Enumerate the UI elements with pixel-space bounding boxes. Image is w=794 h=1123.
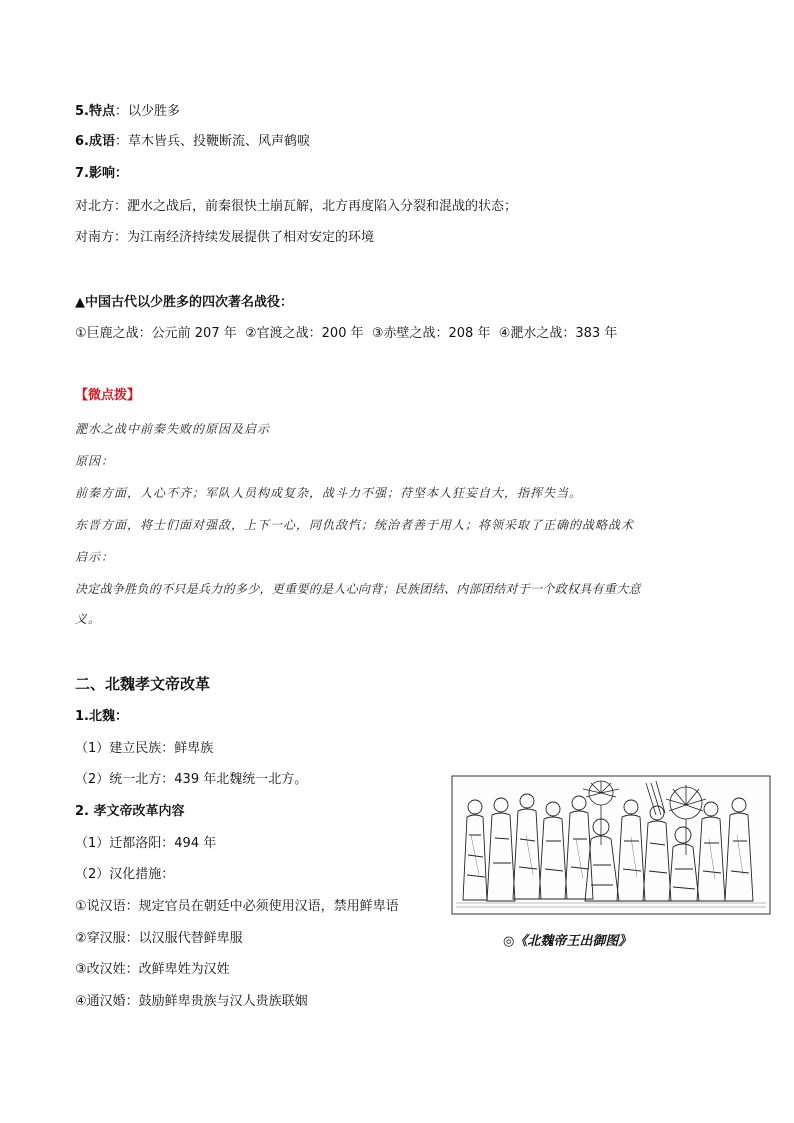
reform-move-capital: （1）迁都洛阳：494 年	[75, 836, 217, 851]
impact-label: 7.影响	[75, 166, 115, 181]
battles-heading: ▲中国古代以少胜多的四次著名战役：	[75, 295, 293, 310]
measure-2: ②穿汉服：以汉服代替鲜卑服	[75, 931, 243, 946]
beiwei-label: 1.北魏	[75, 709, 115, 724]
reform-sinicize: （2）汉化措施：	[75, 867, 175, 882]
idiom-text: ：草木皆兵、投鞭断流、风声鹤唳	[114, 134, 310, 149]
tip-reason-label: 原因：	[75, 454, 115, 468]
procession-illustration	[451, 775, 771, 915]
impact-south: 对南方：为江南经济持续发展提供了相对安定的环境	[75, 230, 375, 245]
tip-lesson-2: 义。	[75, 612, 102, 626]
figure-caption: ◎《北魏帝王出御图》	[503, 934, 632, 949]
tip-title: 淝水之战中前秦失败的原因及启示	[75, 422, 271, 436]
tip-qin-reason: 前秦方面，人心不齐；军队人员构成复杂，战斗力不强；苻坚本人狂妄自大，指挥失当。	[75, 486, 583, 500]
procession-drawing	[451, 775, 771, 915]
measure-4: ④通汉婚：鼓励鲜卑贵族与汉人贵族联姻	[75, 994, 308, 1009]
idiom-label: 6.成语	[75, 134, 115, 149]
beiwei-item-2: （2）统一北方：439 年北魏统一北方。	[75, 772, 308, 787]
beiwei-line	[75, 708, 128, 726]
measure-1: ①说汉语：规定官员在朝廷中必须使用汉语，禁用鲜卑语	[75, 899, 399, 914]
feature-label: 5.特点	[75, 104, 115, 119]
reform-label: 2. 孝文帝改革内容	[75, 804, 185, 819]
battles-list: ①巨鹿之战：公元前 207 年 ②官渡之战：200 年 ③赤壁之战：208 年 ④淝水之战：383 年	[75, 326, 618, 341]
beiwei-item-1: （1）建立民族：鲜卑族	[75, 741, 214, 756]
beiwei-colon: ：	[114, 709, 128, 724]
tip-lesson-label: 启示：	[75, 550, 115, 564]
section-2-title: 二、北魏孝文帝改革	[75, 675, 211, 693]
feature-text: ：以少胜多	[114, 104, 180, 119]
feature-line	[75, 103, 180, 121]
tip-label: 【微点拨】	[75, 388, 141, 403]
idiom-line	[75, 133, 310, 151]
measure-3: ③改汉姓：改鲜卑姓为汉姓	[75, 962, 230, 977]
tip-lesson-1: 决定战争胜负的不只是兵力的多少，更重要的是人心向背；民族团结、内部团结对于一个政权具有重大意	[75, 582, 641, 596]
impact-line	[75, 165, 128, 183]
impact-north: 对北方：淝水之战后，前秦很快土崩瓦解，北方再度陷入分裂和混战的状态；	[75, 199, 518, 214]
impact-colon: ：	[114, 166, 128, 181]
tip-jin-reason: 东晋方面，将士们面对强敌，上下一心，同仇敌忾；统治者善于用人；将领采取了正确的战略战术	[75, 518, 635, 532]
